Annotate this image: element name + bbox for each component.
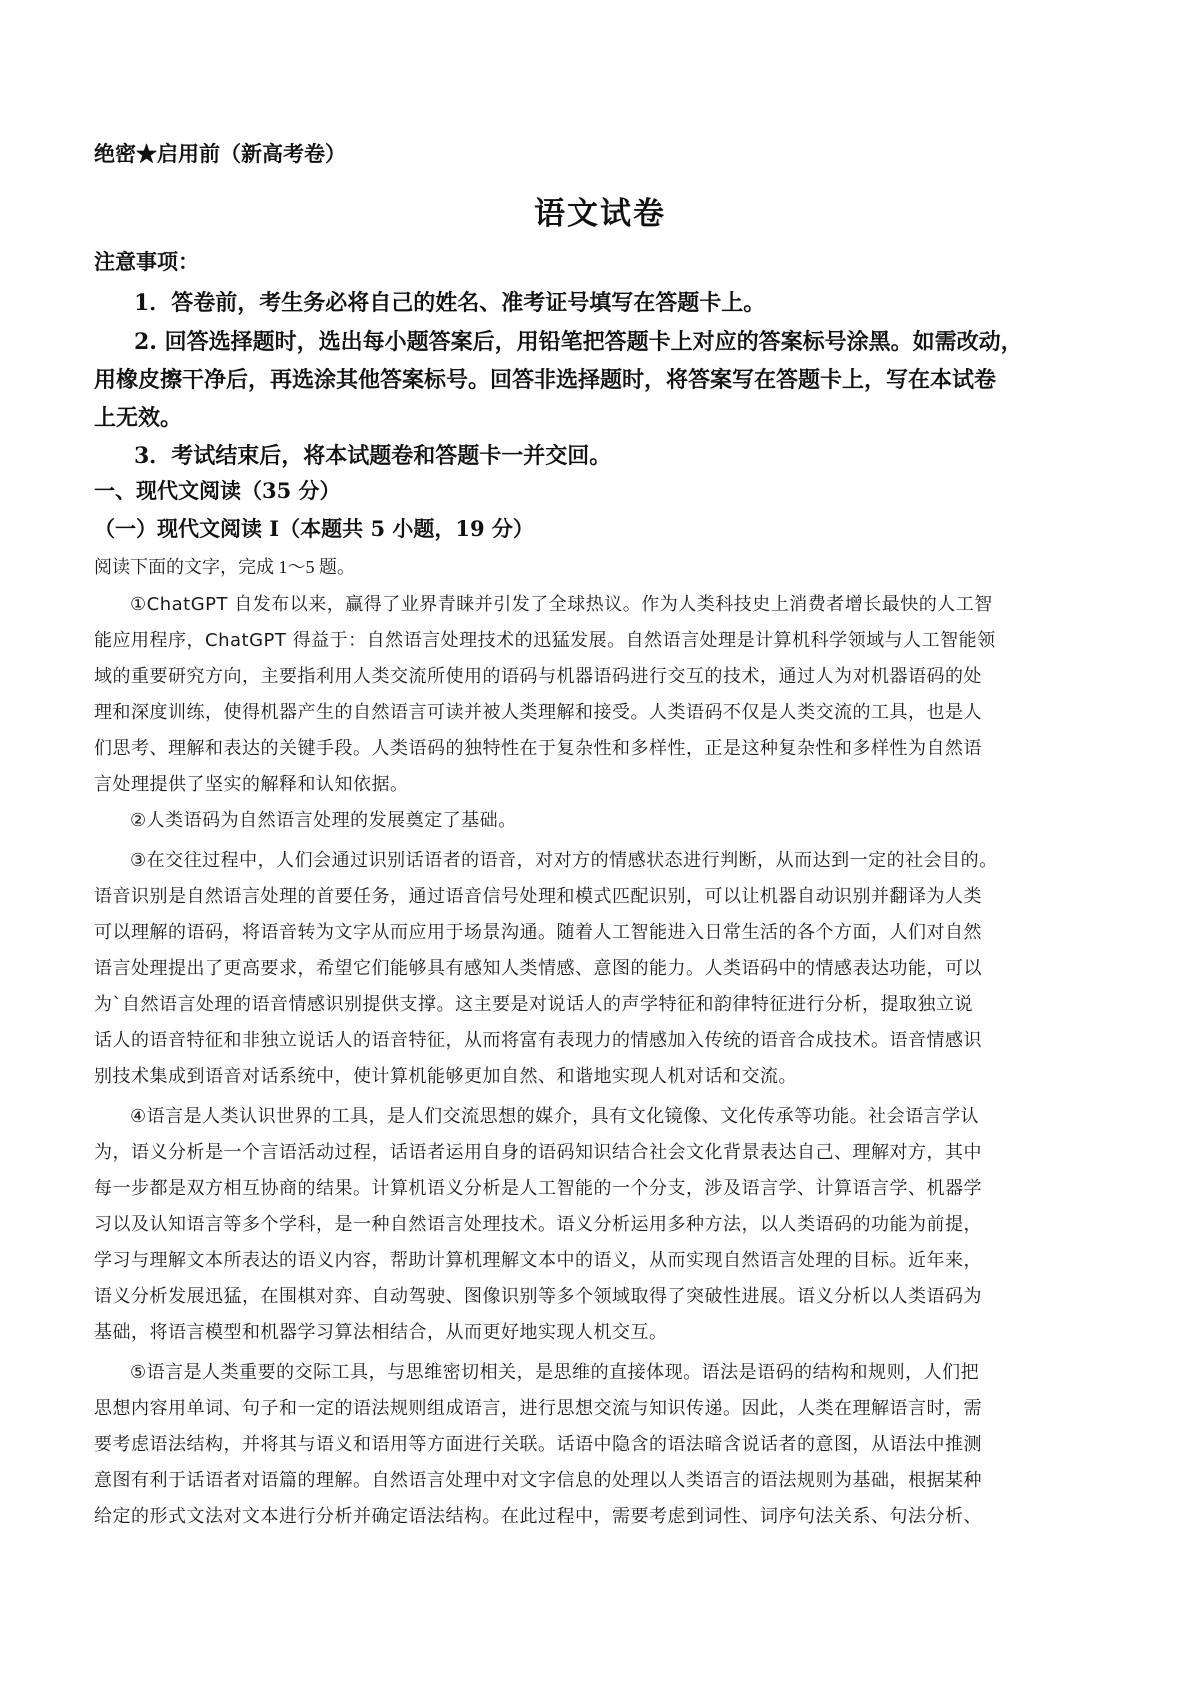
subsection-heading: （一）现代文阅读 I（本题共 5 小题，19 分） bbox=[94, 516, 534, 541]
passage-line: ②人类语码为自然语言处理的发展奠定了基础。 bbox=[130, 810, 517, 831]
passage-line: ①ChatGPT 自发布以来，赢得了业界青睐并引发了全球热议。作为人类科技史上消费者增长最快的人工智 bbox=[130, 594, 993, 615]
notice-heading: 注意事项： bbox=[94, 249, 199, 274]
passage-line: 理和深度训练，使得机器产生的自然语言可读并被人类理解和接受。人类语码不仅是人类交流的工具，也是人 bbox=[94, 702, 982, 723]
confidential-label: 绝密★启用前（新高考卷） bbox=[94, 141, 346, 166]
notice-line: 上无效。 bbox=[94, 405, 183, 431]
notice-line: 用橡皮擦干净后，再选涂其他答案标号。回答非选择题时，将答案写在答题卡上，写在本试卷 bbox=[94, 367, 997, 393]
passage-line: 语言处理提出了更高要求，希望它们能够具有感知人类情感、意图的能力。人类语码中的情感表达功能，可以 bbox=[94, 958, 982, 979]
passage-line: ⑤语言是人类重要的交际工具，与思维密切相关，是思维的直接体现。语法是语码的结构和规则，人们把 bbox=[130, 1362, 980, 1383]
notice-line: 3．考试结束后，将本试题卷和答题卡一并交回。 bbox=[134, 443, 612, 469]
passage-line: 为`自然语言处理的语音情感识别提供支撑。这主要是对说话人的声学特征和韵律特征进行分析，提取独立说 bbox=[94, 994, 973, 1015]
passage-line: 习以及认知语言等多个学科，是一种自然语言处理技术。语义分析运用多种方法，以人类语码的功能为前提， bbox=[94, 1214, 982, 1235]
passage-line: ③在交往过程中，人们会通过识别话语者的语音，对对方的情感状态进行判断，从而达到一定的社会目的。 bbox=[130, 850, 998, 871]
passage-line: 话人的语音特征和非独立说话人的语音特征，从而将富有表现力的情感加入传统的语音合成技术。语音情感识 bbox=[94, 1030, 982, 1051]
passage-line: 可以理解的语码，将语音转为文字从而应用于场景沟通。随着人工智能进入日常生活的各个方面，人们对自然 bbox=[94, 922, 982, 943]
passage-line: 语义分析发展迅猛，在围棋对弈、自动驾驶、图像识别等多个领域取得了突破性进展。语义分析以人类语码为 bbox=[94, 1286, 982, 1307]
passage-line: 为，语义分析是一个言语活动过程，话语者运用自身的语码知识结合社会文化背景表达自己、理解对方，其中 bbox=[94, 1142, 982, 1163]
notice-line: 2. 回答选择题时，选出每小题答案后，用铅笔把答题卡上对应的答案标号涂黑。如需改动， bbox=[134, 329, 1023, 355]
passage-line: 思想内容用单词、句子和一定的语法规则组成语言，进行思想交流与知识传递。因此，人类在理解语言时，需 bbox=[94, 1398, 982, 1419]
passage-line: 要考虑语法结构，并将其与语义和语用等方面进行关联。话语中隐含的语法暗含说话者的意图，从语法中推测 bbox=[94, 1434, 982, 1455]
passage-line: 学习与理解文本所表达的语义内容，帮助计算机理解文本中的语义，从而实现自然语言处理的目标。近年来， bbox=[94, 1250, 982, 1271]
reading-instruction: 阅读下面的文字，完成 1～5 题。 bbox=[94, 557, 355, 577]
section-heading: 一、现代文阅读（35 分） bbox=[94, 478, 341, 503]
notice-line: 1．答卷前，考生务必将自己的姓名、准考证号填写在答题卡上。 bbox=[134, 290, 766, 316]
passage-line: 给定的形式文法对文本进行分析并确定语法结构。在此过程中，需要考虑到词性、词序句法关系、句法分析、 bbox=[94, 1506, 982, 1527]
passage-line: 们思考、理解和表达的关键手段。人类语码的独特性在于复杂性和多样性，正是这种复杂性和多样性为自然语 bbox=[94, 738, 982, 759]
passage-line: 语音识别是自然语言处理的首要任务，通过语音信号处理和模式匹配识别，可以让机器自动识别并翻译为人类 bbox=[94, 886, 982, 907]
passage-line: 域的重要研究方向，主要指利用人类交流所使用的语码与机器语码进行交互的技术，通过人为对机器语码的处 bbox=[94, 666, 982, 687]
page-title: 语文试卷 bbox=[534, 196, 666, 232]
passage-line: ④语言是人类认识世界的工具，是人们交流思想的媒介，具有文化镜像、文化传承等功能。社会语言学认 bbox=[130, 1106, 980, 1127]
passage-line: 意图有利于话语者对语篇的理解。自然语言处理中对文字信息的处理以人类语言的语法规则为基础，根据某种 bbox=[94, 1470, 982, 1491]
passage-line: 能应用程序，ChatGPT 得益于：自然语言处理技术的迅猛发展。自然语言处理是计算机科学领域与人工智能领 bbox=[94, 630, 996, 651]
passage-line: 言处理提供了坚实的解释和认知依据。 bbox=[94, 774, 409, 795]
passage-line: 每一步都是双方相互协商的结果。计算机语义分析是人工智能的一个分支，涉及语言学、计算语言学、机器学 bbox=[94, 1178, 982, 1199]
passage-line: 别技术集成到语音对话系统中，使计算机能够更加自然、和谐地实现人机对话和交流。 bbox=[94, 1066, 797, 1087]
passage-line: 基础，将语言模型和机器学习算法相结合，从而更好地实现人机交互。 bbox=[94, 1322, 668, 1343]
